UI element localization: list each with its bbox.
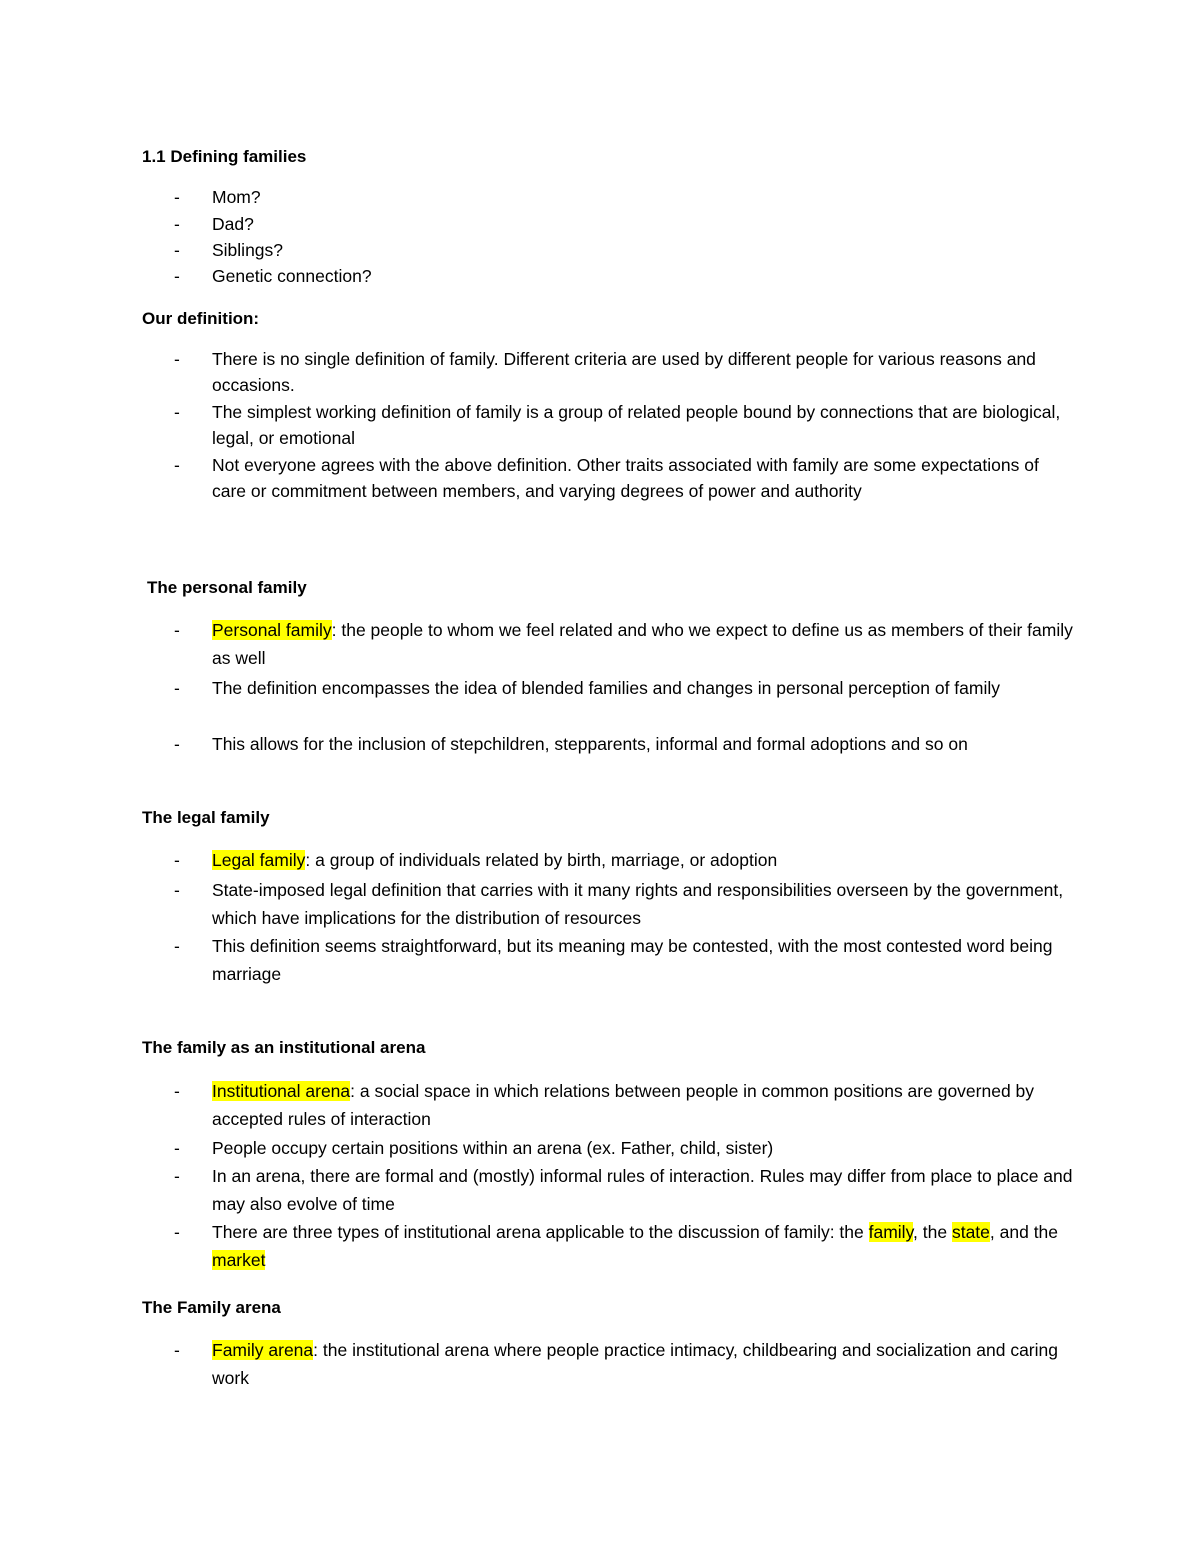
bullet-dash: -: [174, 214, 180, 234]
bullet-dash: -: [174, 1340, 180, 1360]
list-item: - Personal family: the people to whom we feel related and who we expect to define us as members of their family as well: [174, 616, 1074, 672]
highlighted-term: market: [212, 1250, 266, 1270]
highlighted-term: family: [868, 1222, 914, 1242]
list-item: - Family arena: the institutional arena where people practice intimacy, childbearing and socialization and caring work: [174, 1336, 1074, 1392]
bullet-dash: -: [174, 1166, 180, 1186]
section-heading-our-definition: Our definition:: [142, 309, 260, 328]
section-heading-defining-families: 1.1 Defining families: [142, 147, 307, 166]
bullet-dash: -: [174, 240, 180, 260]
bullet-dash: -: [174, 1081, 180, 1101]
section-heading-family-arena: The Family arena: [142, 1298, 281, 1317]
highlighted-term: Institutional arena: [212, 1081, 351, 1101]
list-item: - State-imposed legal definition that carries with it many rights and responsibilities overseen by the government, which have implications for the distribution of resources: [174, 876, 1074, 932]
list-item: - Genetic connection?: [174, 262, 1074, 290]
list-item: - Dad?: [174, 210, 1074, 238]
highlighted-term: Family arena: [212, 1340, 314, 1360]
list-item: - Not everyone agrees with the above definition. Other traits associated with family are some expectations of care or commitment between members, and varying degrees of power and authority: [174, 452, 1074, 504]
list-item: - Mom?: [174, 183, 1074, 211]
list-item: - In an arena, there are formal and (mostly) informal rules of interaction. Rules may differ from place to place and may also evolve of time: [174, 1162, 1074, 1218]
list-item: - This definition seems straightforward, but its meaning may be contested, with the most contested word being marriage: [174, 932, 1074, 988]
list-item: - Legal family: a group of individuals related by birth, marriage, or adoption: [174, 846, 1074, 874]
section-heading-legal-family: The legal family: [142, 808, 270, 827]
list-item: - Institutional arena: a social space in which relations between people in common positions are governed by accepted rules of interaction: [174, 1077, 1074, 1133]
bullet-dash: -: [174, 936, 180, 956]
section-heading-personal-family: The personal family: [147, 578, 307, 597]
bullet-dash: -: [174, 266, 180, 286]
bullet-dash: -: [174, 850, 180, 870]
highlighted-term: Legal family: [212, 850, 306, 870]
list-item: - There are three types of institutional arena applicable to the discussion of family: the family, the state, and the market: [174, 1218, 1074, 1274]
bullet-dash: -: [174, 620, 180, 640]
bullet-dash: -: [174, 880, 180, 900]
bullet-dash: -: [174, 187, 180, 207]
list-item: - People occupy certain positions within an arena (ex. Father, child, sister): [174, 1134, 1074, 1162]
bullet-dash: -: [174, 402, 180, 422]
section-heading-institutional-arena: The family as an institutional arena: [142, 1038, 426, 1057]
bullet-dash: -: [174, 349, 180, 369]
bullet-dash: -: [174, 455, 180, 475]
list-item: - Siblings?: [174, 236, 1074, 264]
bullet-dash: -: [174, 1138, 180, 1158]
bullet-dash: -: [174, 678, 180, 698]
bullet-dash: -: [174, 1222, 180, 1242]
list-item: - This allows for the inclusion of stepchildren, stepparents, informal and formal adoptions and so on: [174, 730, 1074, 758]
highlighted-term: Personal family: [212, 620, 332, 640]
list-item: - There is no single definition of family. Different criteria are used by different people for various reasons and occasions.: [174, 346, 1074, 398]
list-item: - The definition encompasses the idea of blended families and changes in personal perception of family: [174, 674, 1074, 702]
bullet-dash: -: [174, 734, 180, 754]
list-item: - The simplest working definition of family is a group of related people bound by connections that are biological, legal, or emotional: [174, 399, 1074, 451]
highlighted-term: state: [951, 1222, 990, 1242]
